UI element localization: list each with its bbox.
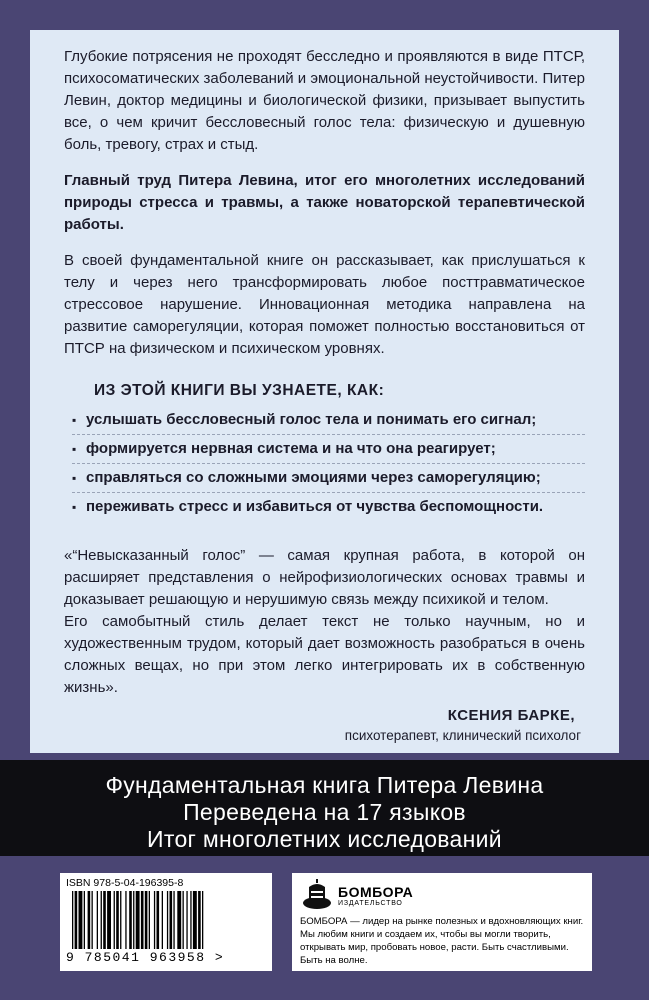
learn-item: ▪ формируется нервная система и на что она реагирует; <box>72 435 585 464</box>
barcode-box <box>60 873 272 971</box>
publisher-name: БОМБОРА <box>338 883 414 900</box>
band-line-3: Итог многолетних исследований <box>147 826 502 852</box>
quote-part-2: Его самобытный стиль делает текст не только научным, но и художественным трудом, который дает возможность разобраться в очень сложных вещах, но при этом легко интегрировать их в собственную жизнь». <box>64 613 585 696</box>
isbn-text: ISBN 978-5-04-196395-8 <box>66 877 184 889</box>
learn-item: ▪ справляться со сложными эмоциями через саморегуляцию; <box>72 464 585 493</box>
body-paragraph: В своей фундаментальной книге он рассказывает, как прислушаться к телу и через него трансформировать любое посттравматическое стрессовое нарушение. Инновационная методика направлена на развитие саморегуляции, которая поможет полностью восстановиться от ПТСР на физическом и психическом уровнях. <box>64 252 585 357</box>
intro-paragraph: Глубокие потрясения не проходят бесследно и проявляются в виде ПТСР, психосоматических заболеваний и эмоциональной неустойчивости. Питер Левин, доктор медицины и биологической физики, призывает выпустить все, о чем кричит бессловесный голос тела: физическую и душевную боль, тревогу, страх и стыд. <box>64 48 586 153</box>
bold-paragraph: Главный труд Питера Левина, итог его многолетних исследований природы стресса и травмы, а также новаторской терапевтической работы. <box>64 172 585 233</box>
band-line-1: Фундаментальная книга Питера Левина <box>105 772 544 798</box>
learn-list <box>64 406 585 521</box>
learn-item: ▪ услышать бессловесный голос тела и понимать его сигнал; <box>72 406 585 435</box>
quote-part-1: «“Невысказанный голос” — самая крупная работа, в которой он расширяет представления о нейрофизиологических основах травмы и доказывает решающую и нерушимую связь между психикой и телом. <box>64 547 585 608</box>
bomb-logo-icon <box>300 879 334 911</box>
quote-author: КСЕНИЯ БАРКЕ, <box>447 707 575 724</box>
learn-item: ▪ переживать стресс и избавиться от чувства беспомощности. <box>72 493 585 521</box>
publisher-box <box>292 873 592 971</box>
publisher-sub: ИЗДАТЕЛЬСТВО <box>338 899 403 907</box>
description-panel <box>30 30 619 753</box>
learn-heading: ИЗ ЭТОЙ КНИГИ ВЫ УЗНАЕТЕ, КАК: <box>94 382 385 399</box>
band-line-2: Переведена на 17 языков <box>183 799 466 825</box>
highlight-band <box>0 760 649 856</box>
barcode-image <box>66 891 266 949</box>
barcode-digits: 9 785041 963958 > <box>66 950 225 965</box>
publisher-description: БОМБОРА — лидер на рынке полезных и вдохновляющих книг. Мы любим книги и создаем их, чтобы вы могли творить, открывать мир, пробовать новое, расти. Быть счастливыми. Быть на волне. <box>300 916 584 966</box>
quote-author-role: психотерапевт, клинический психолог <box>344 728 581 743</box>
publisher-logo <box>300 879 584 911</box>
